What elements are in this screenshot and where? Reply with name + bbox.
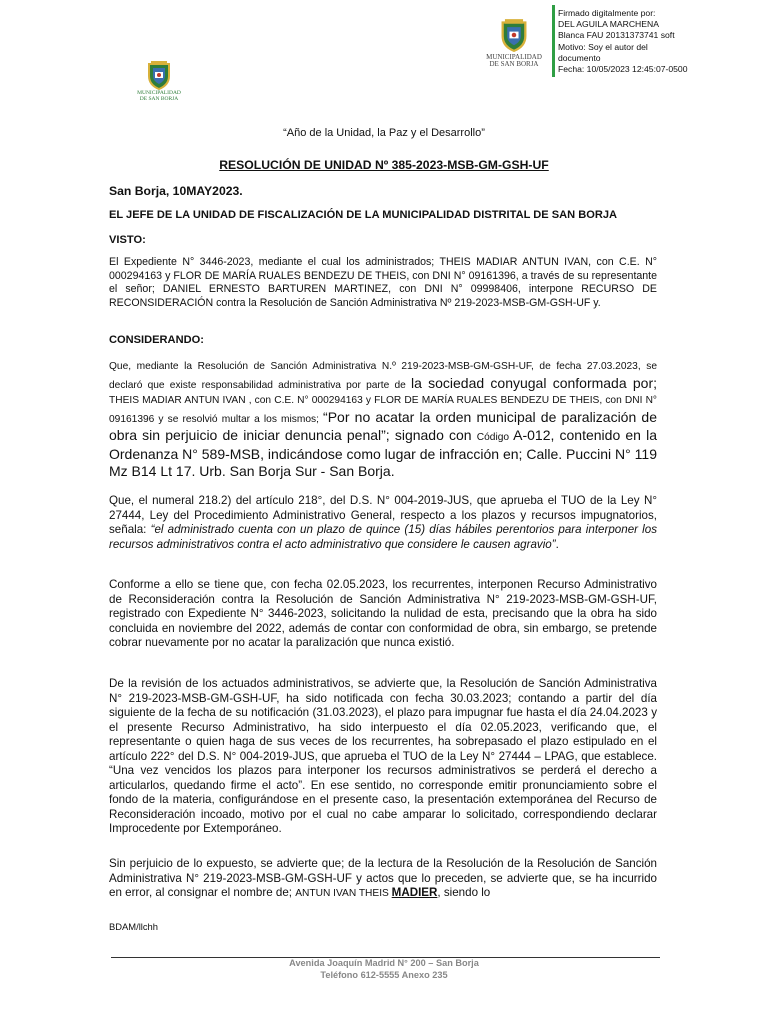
municipality-logo-left xyxy=(131,60,187,103)
considerando-heading: CONSIDERANDO: xyxy=(109,334,204,346)
considerando-paragraph-1 xyxy=(109,359,657,481)
logo-left-line1: MUNICIPALIDAD xyxy=(137,90,181,96)
municipality-name-top xyxy=(480,54,548,69)
municipal-crest-icon xyxy=(146,60,172,90)
signature-line: DEL AGUILA MARCHENA xyxy=(558,19,659,30)
considerando-paragraph-5 xyxy=(109,857,657,902)
signature-line: Fecha: 10/05/2023 12:45:07-0500 xyxy=(558,64,688,75)
footer-phone: Teléfono 612-5555 Anexo 235 xyxy=(320,969,448,980)
digital-signature xyxy=(558,8,763,75)
logo-left-line2: DE SAN BORJA xyxy=(139,95,179,102)
p1-text-c: THEIS MADIAR ANTUN IVAN , con C.E. N° 000294163 y FLOR DE MARÍA RUALES BENDEZU DE THEIS, con DNI N° 09161396 y se resolvió multar a los mismos; xyxy=(109,395,657,425)
p1-text-a: Que, mediante la Resolución de Sanción Administrativa N.º 219-2023-MSB-GM-GSH-UF, de fecha 27.03.2023, se declaró que existe responsabilidad administrativa por parte de xyxy=(109,361,657,391)
year-motto: “Año de la Unidad, la Paz y el Desarrollo” xyxy=(283,127,485,139)
p2-text: Que, el numeral 218.2) del artículo 218°, del D.S. N° 004-2019-JUS, que aprueba el TUO de la Ley N° 27444, Ley del Procedimiento Administrativo General, respecto a los plazos y recursos impugnatorios, señala: xyxy=(109,494,657,536)
municipality-name-left xyxy=(131,91,187,103)
resolution-title: RESOLUCIÓN DE UNIDAD Nº 385-2023-MSB-GM-GSH-UF xyxy=(219,158,549,172)
logo-top-line1: MUNICIPALIDAD xyxy=(486,53,542,61)
p5-text-b: ANTUN IVAN THEIS xyxy=(295,888,392,899)
signature-line: Blanca FAU 20131373741 soft xyxy=(558,30,675,41)
signature-line: Motivo: Soy el autor del xyxy=(558,41,648,52)
municipal-crest-icon xyxy=(499,18,529,52)
signature-line: documento xyxy=(558,52,601,63)
p1-text-f: A-012, contenido en la Ordenanza N° 589-MSB, indicándose como lugar de infracción en; Calle. Puccini N° 119 Mz B14 Lt 17. Urb. San Borja Sur - San Borja. xyxy=(109,427,657,479)
p1-text-d: “Por no acatar la orden municipal de paralización de obra sin perjuicio de iniciar denuncia penal”; signado con xyxy=(109,408,657,443)
visto-paragraph: El Expediente N° 3446-2023, mediante el cual los administrados; THEIS MADIAR ANTUN IVAN, con C.E. N° 000294163 y FLOR DE MARÍA RUALES BENDEZU DE THEIS, con DNI N° 09161396, a través de su representante el señor; DANIEL ERNESTO BARTUREN MARTINEZ, con DNI N° 09998406, interpone RECURSO DE RECONSIDERACIÓN contra la Resolución de Sanción Administrativa Nº 219-2023-MSB-GM-GSH-UF y. xyxy=(109,256,657,309)
municipality-logo-top xyxy=(480,18,548,69)
p5-name-highlight: MADIER xyxy=(391,886,438,899)
signature-bar xyxy=(552,5,555,77)
considerando-paragraph-3: Conforme a ello se tiene que, con fecha 02.05.2023, los recurrentes, interponen Recurso Administrativo de Reconsideración contra la Resolución de Sanción Administrativa N° 219-2023-MSB-GM-GSH-UF, registrado con Expediente N° 3446-2023, solicitando la nulidad de esta, precisando que la obra ha sido concluida en noviembre del 2022, además de contar con conformidad de obra, sin embargo, se pretende cobrar nuevamente por no acatar la paralización que nunca existió. xyxy=(109,578,657,649)
p1-text-b: la sociedad conyugal conformada por; xyxy=(410,374,657,391)
considerando-paragraph-2 xyxy=(109,494,657,552)
p2-quote: “el administrado cuenta con un plazo de quince (15) días hábiles perentorios para interponer los recursos administrativos contra el acto administrativo que considere le causen agravio” xyxy=(109,523,658,551)
place-date: San Borja, 10MAY2023. xyxy=(109,184,243,198)
p5-text-a: Sin perjuicio de lo expuesto, se advierte que; de la lectura de la Resolución de la Resolución de Sanción Administrativa N° 219-2023-MSB-GM-GSH-UF y actos que lo preceden, se advierte que, se ha incurrido en error, al consignar el nombre de; xyxy=(109,857,657,899)
issuing-authority: EL JEFE DE LA UNIDAD DE FISCALIZACIÓN DE LA MUNICIPALIDAD DISTRITAL DE SAN BORJA xyxy=(109,209,618,221)
p5-text-d: , siendo lo xyxy=(437,886,491,899)
footer-contact xyxy=(0,958,768,981)
p2-end: . xyxy=(555,537,559,551)
p1-text-e: Código xyxy=(476,432,514,443)
footer-address: Avenida Joaquín Madrid N° 200 – San Borja xyxy=(289,958,479,968)
signature-line: Firmado digitalmente por: xyxy=(558,8,656,18)
visto-heading: VISTO: xyxy=(109,234,146,246)
considerando-paragraph-4: De la revisión de los actuados administrativos, se advierte que, la Resolución de Sanción Administrativa N° 219-2023-MSB-GM-GSH-UF, ha sido notificada con fecha 30.03.2023; contando a partir del día siguiente de la fecha de su notificación (31.03.2023), el plazo para impugnar fue hasta el día 24.04.2023 y el presente Recurso Administrativo, ha sido interpuesto el día 02.05.2023, verificando que, el representante o quien haga de sus veces de los recurrentes, ha sobrepasado el plazo estipulado en el artículo 222° del D.S. N° 004-2019-JUS, que aprueba el TUO de la Ley N° 27444 – LPAG, que establece. “Una vez vencidos los plazos para interponer los recursos administrativos se perderá el derecho a articularlos, quedando firme el acto”. En ese sentido, no corresponde emitir pronunciamiento sobre el fondo de la materia, configurándose en el presente caso, la presentación extemporánea del Recurso de Reconsideración incoado, motivo por el cual no cabe amparar lo solicitado, correspondiendo declarar Improcedente por Extemporáneo. xyxy=(109,677,657,835)
drafter-initials: BDAM/llchh xyxy=(109,921,158,932)
logo-top-line2: DE SAN BORJA xyxy=(489,60,539,69)
